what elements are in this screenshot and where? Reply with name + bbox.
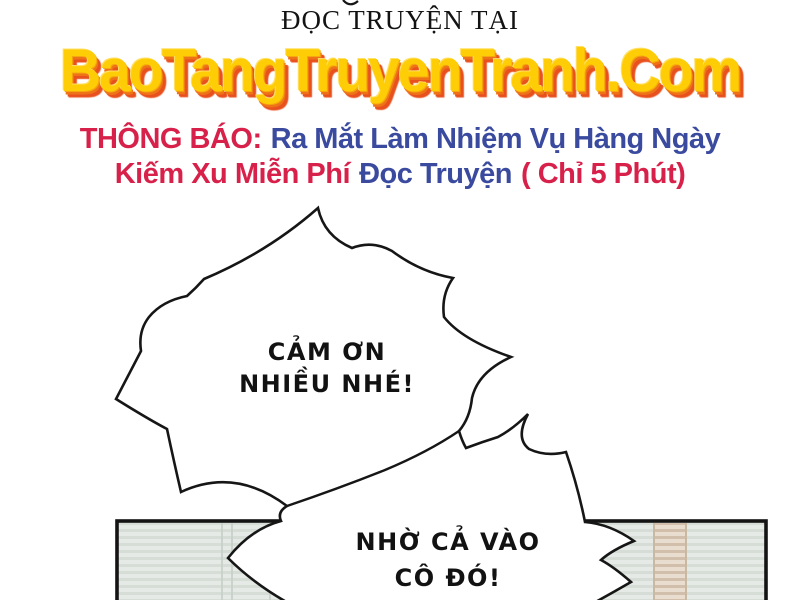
site-title-text: BaoTangTruyenTranh.Com bbox=[59, 37, 741, 105]
notice-line-2-part-3: ( Chỉ 5 Phút) bbox=[521, 158, 686, 190]
notice-line-2-part-2: Đọc Truyện bbox=[359, 158, 512, 190]
read-at-text: ĐỌC TRUYỆN TẠI bbox=[280, 5, 519, 35]
reply-bubble-text bbox=[356, 524, 541, 596]
reply-bubble-line-1: NHỜ CẢ VÀO bbox=[355, 528, 541, 556]
shout-bubble-text bbox=[239, 336, 415, 400]
notice-label: THÔNG BÁO: bbox=[79, 123, 262, 155]
reply-bubble-line-2: CÔ ĐÓ! bbox=[394, 564, 502, 592]
shout-bubble-line-2: NHIỀU NHÉ! bbox=[239, 370, 415, 398]
shout-bubble-line-1: CẢM ƠN bbox=[267, 338, 387, 366]
top-edge-mark bbox=[343, 0, 358, 4]
notice-line-1-text: Ra Mắt Làm Nhiệm Vụ Hàng Ngày bbox=[270, 123, 721, 155]
notice-line-2-part-1: Kiếm Xu Miễn Phí bbox=[114, 158, 351, 190]
panel-right-pillar bbox=[653, 523, 687, 600]
